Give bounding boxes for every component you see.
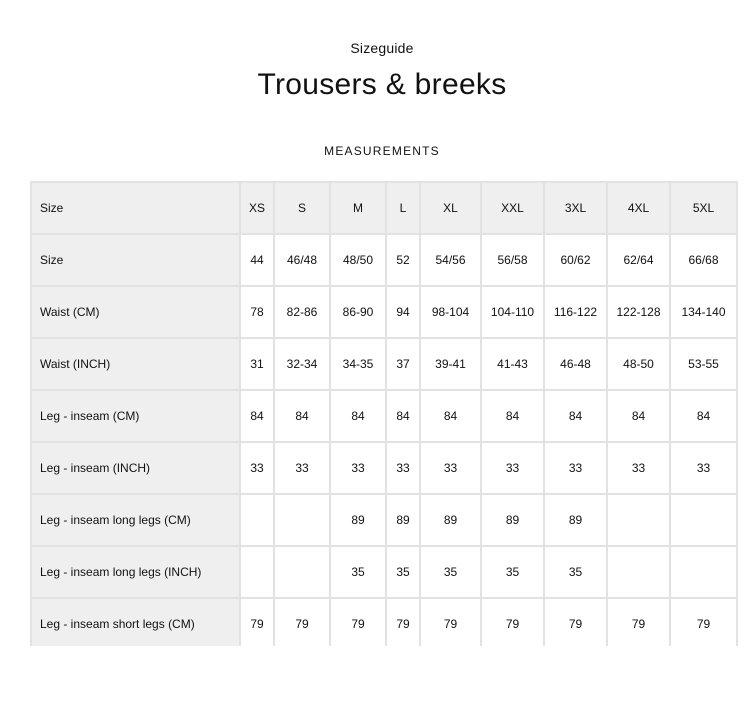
table-cell: 48-50 — [607, 338, 670, 390]
table-cell: 79 — [544, 598, 607, 646]
table-row — [31, 442, 737, 494]
table-cell: 79 — [670, 598, 737, 646]
table-cell: 84 — [670, 390, 737, 442]
header-size-cell: 3XL — [544, 182, 607, 234]
table-cell: 94 — [386, 286, 420, 338]
table-cell: 84 — [386, 390, 420, 442]
table-cell: 33 — [481, 442, 544, 494]
table-cell: 79 — [420, 598, 481, 646]
header-size-cell: L — [386, 182, 420, 234]
table-cell: 33 — [240, 442, 274, 494]
table-cell: 31 — [240, 338, 274, 390]
table-cell: 84 — [274, 390, 330, 442]
table-row — [31, 286, 737, 338]
page-kicker: Sizeguide — [350, 40, 414, 56]
table-cell: 33 — [420, 442, 481, 494]
table-row — [31, 494, 737, 546]
table-cell — [240, 546, 274, 598]
table-cell: 79 — [274, 598, 330, 646]
table-header-row — [31, 182, 737, 234]
table-cell: 62/64 — [607, 234, 670, 286]
table-row — [31, 546, 737, 598]
header-size-cell: XL — [420, 182, 481, 234]
table-cell: 54/56 — [420, 234, 481, 286]
table-cell — [274, 546, 330, 598]
row-label: Leg - inseam (CM) — [31, 390, 240, 442]
table-cell: 35 — [481, 546, 544, 598]
table-cell: 53-55 — [670, 338, 737, 390]
table-row — [31, 390, 737, 442]
table-cell: 122-128 — [607, 286, 670, 338]
table-cell: 33 — [330, 442, 386, 494]
header-size-cell: M — [330, 182, 386, 234]
table-cell: 89 — [330, 494, 386, 546]
table-cell: 116-122 — [544, 286, 607, 338]
table-cell: 79 — [240, 598, 274, 646]
table-cell: 66/68 — [670, 234, 737, 286]
table-cell: 79 — [481, 598, 544, 646]
table-row — [31, 598, 737, 646]
table-cell: 34-35 — [330, 338, 386, 390]
row-label: Waist (CM) — [31, 286, 240, 338]
header-size-cell: S — [274, 182, 330, 234]
table-cell: 84 — [481, 390, 544, 442]
table-cell — [607, 494, 670, 546]
header-label-cell: Size — [31, 182, 240, 234]
table-cell: 39-41 — [420, 338, 481, 390]
table-cell: 79 — [386, 598, 420, 646]
table-row — [31, 338, 737, 390]
table-cell — [607, 546, 670, 598]
size-table — [30, 181, 738, 646]
table-cell: 84 — [420, 390, 481, 442]
table-cell: 104-110 — [481, 286, 544, 338]
table-cell: 98-104 — [420, 286, 481, 338]
table-cell: 134-140 — [670, 286, 737, 338]
table-cell: 41-43 — [481, 338, 544, 390]
table-cell: 89 — [420, 494, 481, 546]
table-cell: 35 — [420, 546, 481, 598]
table-cell: 84 — [330, 390, 386, 442]
table-cell: 46-48 — [544, 338, 607, 390]
table-row — [31, 234, 737, 286]
row-label: Size — [31, 234, 240, 286]
table-cell: 52 — [386, 234, 420, 286]
table-cell: 86-90 — [330, 286, 386, 338]
table-cell: 46/48 — [274, 234, 330, 286]
row-label: Leg - inseam long legs (CM) — [31, 494, 240, 546]
header-size-cell: XXL — [481, 182, 544, 234]
table-cell: 35 — [544, 546, 607, 598]
table-cell: 79 — [607, 598, 670, 646]
row-label: Waist (INCH) — [31, 338, 240, 390]
table-cell — [240, 494, 274, 546]
table-cell: 89 — [544, 494, 607, 546]
table-cell: 35 — [330, 546, 386, 598]
header-size-cell: XS — [240, 182, 274, 234]
table-cell: 60/62 — [544, 234, 607, 286]
table-cell: 33 — [386, 442, 420, 494]
header-size-cell: 4XL — [607, 182, 670, 234]
table-cell: 33 — [670, 442, 737, 494]
table-cell: 84 — [544, 390, 607, 442]
table-cell: 44 — [240, 234, 274, 286]
table-cell: 84 — [607, 390, 670, 442]
table-cell: 33 — [607, 442, 670, 494]
table-cell: 79 — [330, 598, 386, 646]
table-cell: 82-86 — [274, 286, 330, 338]
table-cell: 48/50 — [330, 234, 386, 286]
row-label: Leg - inseam short legs (CM) — [31, 598, 240, 646]
table-cell: 89 — [481, 494, 544, 546]
page-title: Trousers & breeks — [257, 68, 507, 101]
header-size-cell: 5XL — [670, 182, 737, 234]
size-table-container — [30, 181, 754, 646]
row-label: Leg - inseam (INCH) — [31, 442, 240, 494]
table-cell: 78 — [240, 286, 274, 338]
section-heading: MEASUREMENTS — [324, 144, 440, 158]
table-cell: 89 — [386, 494, 420, 546]
row-label: Leg - inseam long legs (INCH) — [31, 546, 240, 598]
table-cell: 33 — [274, 442, 330, 494]
table-cell — [670, 546, 737, 598]
table-cell: 35 — [386, 546, 420, 598]
table-cell: 84 — [240, 390, 274, 442]
table-cell: 33 — [544, 442, 607, 494]
table-cell: 32-34 — [274, 338, 330, 390]
table-cell — [274, 494, 330, 546]
table-cell: 56/58 — [481, 234, 544, 286]
table-cell: 37 — [386, 338, 420, 390]
table-cell — [670, 494, 737, 546]
